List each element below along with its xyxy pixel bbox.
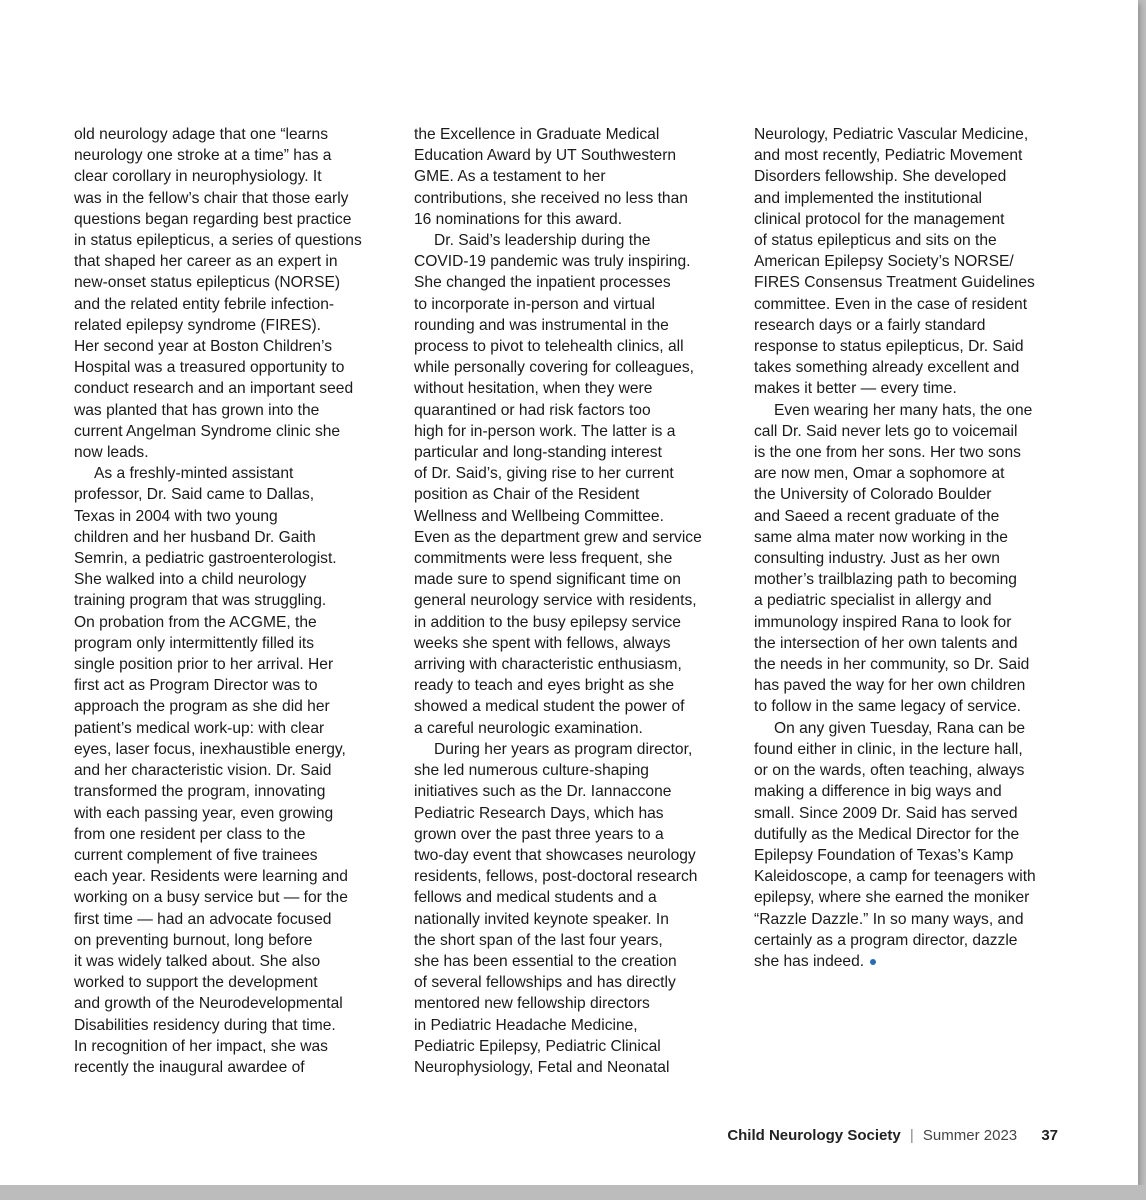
text-line: small. Since 2009 Dr. Said has served	[754, 804, 1018, 822]
article-paragraph	[74, 463, 392, 1078]
text-line: Disorders fellowship. She developed	[754, 168, 1007, 186]
text-line: made sure to spend significant time on	[414, 571, 681, 589]
text-line: weeks she spent with fellows, always	[414, 634, 671, 652]
text-line: training program that was struggling.	[74, 592, 327, 610]
text-line: arriving with characteristic enthusiasm,	[414, 656, 682, 674]
text-line: was planted that has grown into the	[74, 401, 320, 419]
text-line: GME. As a testament to her	[414, 168, 606, 186]
footer-organization: Child Neurology Society	[727, 1127, 901, 1144]
text-line: the short span of the last four years,	[414, 931, 663, 949]
text-line: the Excellence in Graduate Medical	[414, 126, 660, 143]
text-line: each year. Residents were learning and	[74, 868, 348, 886]
text-line: Her second year at Boston Children’s	[74, 338, 333, 356]
text-line: from one resident per class to the	[74, 825, 306, 843]
text-line: clear corollary in neurophysiology. It	[74, 168, 322, 186]
text-line: working on a busy service but — for the	[74, 889, 348, 907]
text-line: related epilepsy syndrome (FIRES).	[74, 316, 321, 334]
text-line: is the one from her sons. Her two sons	[754, 444, 1021, 462]
text-line: and most recently, Pediatric Movement	[754, 147, 1023, 165]
text-line: Disabilities residency during that time.	[74, 1016, 336, 1034]
text-line: the University of Colorado Boulder	[754, 486, 992, 504]
text-line: Education Award by UT Southwestern	[414, 147, 677, 165]
article-column-3	[754, 124, 1072, 972]
text-line: current complement of five trainees	[74, 846, 318, 864]
text-line: residents, fellows, post-doctoral research	[414, 868, 698, 886]
text-line: Dr. Said’s leadership during the	[434, 232, 651, 250]
text-line: 16 nominations for this award.	[414, 210, 623, 228]
text-line: certainly as a program director, dazzle	[754, 931, 1018, 949]
text-line: quarantined or had risk factors too	[414, 401, 651, 419]
end-of-article-bullet-icon	[870, 959, 876, 965]
text-line: process to pivot to telehealth clinics, all	[414, 338, 684, 356]
text-line: now leads.	[74, 444, 149, 462]
article-paragraph	[414, 124, 732, 230]
text-line: commitments were less frequent, she	[414, 550, 673, 568]
text-line: call Dr. Said never lets go to voicemail	[754, 422, 1018, 440]
text-line: nationally invited keynote speaker. In	[414, 910, 669, 928]
text-line: Wellness and Wellbeing Committee.	[414, 507, 664, 525]
page-number: 37	[1041, 1127, 1058, 1144]
text-line: and the related entity febrile infection-	[74, 295, 335, 313]
page-edge-shadow	[0, 1185, 1146, 1200]
article-paragraph	[414, 230, 732, 739]
text-line: or on the wards, often teaching, always	[754, 762, 1025, 780]
text-line: high for in-person work. The latter is a	[414, 422, 676, 440]
article-paragraph	[74, 124, 392, 463]
text-line: dutifully as the Medical Director for the	[754, 825, 1020, 843]
article-paragraph	[754, 124, 1072, 400]
text-line: fellows and medical students and a	[414, 889, 657, 907]
text-line: approach the program as she did her	[74, 698, 330, 716]
text-line: two-day event that showcases neurology	[414, 846, 696, 864]
text-line: contributions, she received no less than	[414, 189, 688, 207]
text-line: Kaleidoscope, a camp for teenagers with	[754, 868, 1036, 886]
text-line: position as Chair of the Resident	[414, 486, 640, 504]
text-line: Hospital was a treasured opportunity to	[74, 359, 345, 377]
text-line: She changed the inpatient processes	[414, 274, 671, 292]
text-line: and her characteristic vision. Dr. Said	[74, 762, 332, 780]
text-line: transformed the program, innovating	[74, 783, 326, 801]
text-line: grown over the past three years to a	[414, 825, 664, 843]
text-line: “Razzle Dazzle.” In so many ways, and	[754, 910, 1024, 928]
text-line: and Saeed a recent graduate of the	[754, 507, 1000, 525]
text-line: Pediatric Research Days, which has	[414, 804, 664, 822]
article-paragraph	[754, 718, 1072, 972]
text-line: with each passing year, even growing	[74, 804, 334, 822]
text-line: old neurology adage that one “learns	[74, 126, 329, 143]
text-line: first act as Program Director was to	[74, 677, 318, 695]
text-line: making a difference in big ways and	[754, 783, 1002, 801]
text-line: of several fellowships and has directly	[414, 974, 676, 992]
text-line: to incorporate in-person and virtual	[414, 295, 655, 313]
text-line: single position prior to her arrival. Her	[74, 656, 334, 674]
text-line: recently the inaugural awardee of	[74, 1058, 305, 1076]
text-line: mother’s trailblazing path to becoming	[754, 571, 1017, 589]
text-line: COVID-19 pandemic was truly inspiring.	[414, 253, 691, 271]
text-line: and growth of the Neurodevelopmental	[74, 995, 343, 1013]
text-line: Texas in 2004 with two young	[74, 507, 278, 525]
text-line: Even wearing her many hats, the one	[774, 401, 1033, 419]
page-footer	[727, 1127, 1058, 1144]
text-line: Even as the department grew and service	[414, 528, 702, 546]
article-column-2	[414, 124, 732, 1078]
text-line: During her years as program director,	[434, 740, 693, 758]
text-line: children and her husband Dr. Gaith	[74, 528, 316, 546]
text-line: found either in clinic, in the lecture hall,	[754, 740, 1023, 758]
text-line: particular and long-standing interest	[414, 444, 662, 462]
text-line: mentored new fellowship directors	[414, 995, 650, 1013]
text-line: She walked into a child neurology	[74, 571, 307, 589]
text-line: ready to teach and eyes bright as she	[414, 677, 675, 695]
text-line: worked to support the development	[74, 974, 318, 992]
text-line: On probation from the ACGME, the	[74, 613, 317, 631]
text-line: without hesitation, when they were	[414, 380, 653, 398]
text-line: makes it better — every time.	[754, 380, 957, 398]
text-line: initiatives such as the Dr. Iannaccone	[414, 783, 672, 801]
text-line: same alma mater now working in the	[754, 528, 1008, 546]
text-line: American Epilepsy Society’s NORSE/	[754, 253, 1014, 271]
text-line: are now men, Omar a sophomore at	[754, 465, 1005, 483]
text-line: response to status epilepticus, Dr. Said	[754, 338, 1024, 356]
text-line: FIRES Consensus Treatment Guidelines	[754, 274, 1035, 292]
text-line: in addition to the busy epilepsy service	[414, 613, 681, 631]
text-line: conduct research and an important seed	[74, 380, 354, 398]
text-line: patient’s medical work-up: with clear	[74, 719, 325, 737]
text-line: immunology inspired Rana to look for	[754, 613, 1012, 631]
text-line: eyes, laser focus, inexhaustible energy,	[74, 740, 346, 758]
text-line: was in the fellow’s chair that those early	[74, 189, 349, 207]
text-line: it was widely talked about. She also	[74, 952, 321, 970]
text-line: committee. Even in the case of resident	[754, 295, 1028, 313]
text-line: that shaped her career as an expert in	[74, 253, 338, 271]
text-line: of Dr. Said’s, giving rise to her current	[414, 465, 674, 483]
text-line: new-onset status epilepticus (NORSE)	[74, 274, 341, 292]
text-line: As a freshly-minted assistant	[94, 465, 294, 483]
text-line: rounding and was instrumental in the	[414, 316, 669, 334]
text-line: the intersection of her own talents and	[754, 634, 1018, 652]
footer-separator: |	[909, 1127, 914, 1144]
text-line: research days or a fairly standard	[754, 316, 986, 334]
text-line: neurology one stroke at a time” has a	[74, 147, 332, 165]
text-line: has paved the way for her own children	[754, 677, 1026, 695]
text-line: takes something already excellent and	[754, 359, 1020, 377]
footer-issue: Summer 2023	[922, 1127, 1018, 1144]
text-line: she has indeed.	[754, 952, 865, 970]
text-line: epilepsy, where she earned the moniker	[754, 889, 1030, 907]
text-line: showed a medical student the power of	[414, 698, 685, 716]
text-line: and implemented the institutional	[754, 189, 982, 207]
text-line: of status epilepticus and sits on the	[754, 232, 997, 250]
text-line: while personally covering for colleagues,	[414, 359, 694, 377]
text-line: a pediatric specialist in allergy and	[754, 592, 992, 610]
text-line: to follow in the same legacy of service.	[754, 698, 1021, 716]
text-line: program only intermittently filled its	[74, 634, 315, 652]
text-line: on preventing burnout, long before	[74, 931, 313, 949]
text-line: the needs in her community, so Dr. Said	[754, 656, 1030, 674]
text-line: professor, Dr. Said came to Dallas,	[74, 486, 315, 504]
text-line: clinical protocol for the management	[754, 210, 1005, 228]
article-column-1	[74, 124, 392, 1078]
article-paragraph	[754, 400, 1072, 718]
text-line: Pediatric Epilepsy, Pediatric Clinical	[414, 1037, 661, 1055]
text-line: she has been essential to the creation	[414, 952, 677, 970]
text-line: in status epilepticus, a series of questions	[74, 232, 362, 250]
text-line: Neurology, Pediatric Vascular Medicine,	[754, 126, 1029, 143]
text-line: Neurophysiology, Fetal and Neonatal	[414, 1058, 670, 1076]
text-line: On any given Tuesday, Rana can be	[774, 719, 1026, 737]
text-line: a careful neurologic examination.	[414, 719, 643, 737]
text-line: general neurology service with residents,	[414, 592, 697, 610]
text-line: in Pediatric Headache Medicine,	[414, 1016, 638, 1034]
article-paragraph	[414, 739, 732, 1078]
text-line: consulting industry. Just as her own	[754, 550, 1000, 568]
text-line: questions began regarding best practice	[74, 210, 352, 228]
text-line: Semrin, a pediatric gastroenterologist.	[74, 550, 337, 568]
text-line: current Angelman Syndrome clinic she	[74, 422, 341, 440]
text-line: she led numerous culture-shaping	[414, 762, 649, 780]
text-line: first time — had an advocate focused	[74, 910, 332, 928]
text-line: Epilepsy Foundation of Texas’s Kamp	[754, 846, 1014, 864]
text-line: In recognition of her impact, she was	[74, 1037, 328, 1055]
